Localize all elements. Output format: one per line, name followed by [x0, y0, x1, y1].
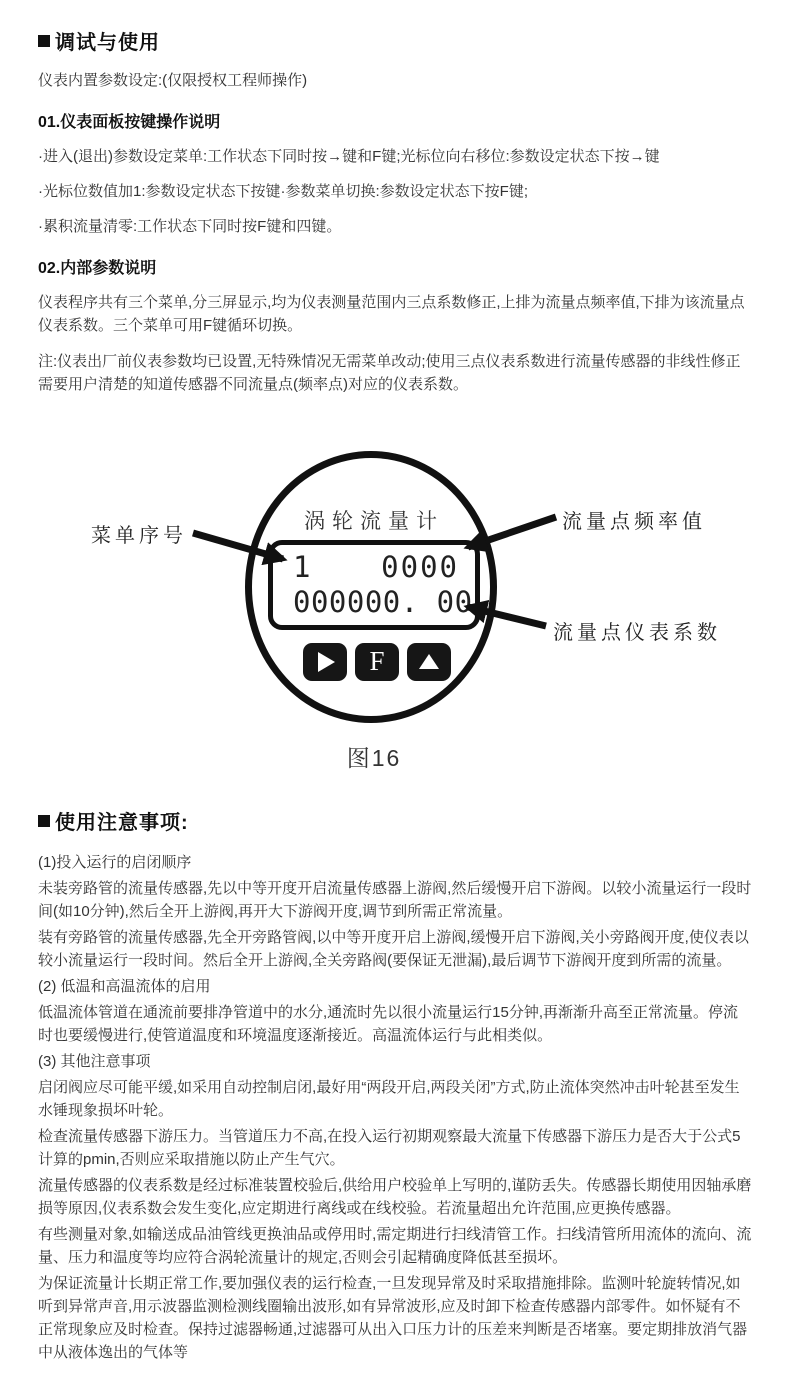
bullet-line: ·进入(退出)参数设定菜单:工作状态下同时按→键和F键;光标位向右移位:参数设定状态下按→键	[38, 148, 660, 165]
section-square-bullet-icon	[38, 815, 50, 827]
label-meter-coefficient: 流量点仪表系数	[553, 622, 721, 644]
note-paragraph: 未装旁路管的流量传感器,先以中等开度开启流量传感器上游阀,然后缓慢开启下游阀。以较小流量运行一段时间(如10分钟),然后全开上游阀,再开大下游阀开度,调节到所需正常流量。	[38, 880, 752, 920]
note-paragraph: (3) 其他注意事项	[38, 1053, 151, 1070]
params-note-paragraph: 注:仪表出厂前仪表参数均已设置,无特殊情况无需菜单改动;使用三点仪表系数进行流量传感器的非线性修正需要用户清楚的知道传感器不同流量点(频率点)对应的仪表系数。	[38, 353, 741, 393]
display-frequency-value: 0000	[381, 550, 459, 584]
note-paragraph: 低温流体管道在通流前要排净管道中的水分,通流时先以很小流量运行15分钟,再渐渐升高至正常流量。停流时也要缓慢进行,使管道温度和环境温度逐渐接近。高温流体运行与此相类似。	[38, 1004, 739, 1044]
note-paragraph: 为保证流量计长期正常工作,要加强仪表的运行检查,一旦发现异常及时采取措施排除。监测叶轮旋转情况,如听到异常声音,用示波器监测检测线圈输出波形,如有异常波形,应及时卸下检查传感器内部零件。如怀疑有不正常现象应及时检查。保持过滤器畅通,过滤器可从出入口压力计的压差来判断是否堵塞。要定期排放消气器中从液体逸出的气体等	[38, 1275, 748, 1361]
section-square-bullet-icon	[38, 35, 50, 47]
arrow-menu-index	[193, 533, 283, 559]
device-title: 涡轮流量计	[304, 510, 444, 533]
figure-16	[0, 435, 721, 785]
label-menu-index: 菜单序号	[91, 525, 187, 547]
note-paragraph: 有些测量对象,如输送成品油管线更换油品或停用时,需定期进行扫线清管工作。扫线清管所用流体的流向、流量、压力和温度等均应符合涡轮流量计的规定,否则会引起精确度降低甚至损坏。	[38, 1226, 752, 1266]
note-paragraph: 流量传感器的仪表系数是经过标准装置校验后,供给用户校验单上写明的,谨防丢失。传感器长期使用因轴承磨损等原因,仪表系数会发生变化,应定期进行离线或在线校验。若流量超出允许范围,应更换传感器。	[38, 1177, 752, 1217]
annotation-arrows	[0, 435, 714, 785]
figure-caption: 图16	[346, 745, 402, 771]
section-title-usage-notes	[38, 806, 752, 835]
key-operation-bullets	[38, 145, 752, 238]
note-paragraph: 检查流量传感器下游压力。当管道压力不高,在投入运行初期观察最大流量下传感器下游压力是否大于公式5计算的pmin,否则应采取措施以防止产生气穴。	[38, 1128, 741, 1168]
intro-line: 仪表内置参数设定:(仅限授权工程师操作)	[38, 72, 308, 89]
params-paragraph: 仪表程序共有三个菜单,分三屏显示,均为仪表测量范围内三点系数修正,上排为流量点频率值,下排为该流量点仪表系数。三个菜单可用F键循环切换。	[38, 294, 745, 334]
bullet-line: ·累积流量清零:工作状态下同时按F键和四键。	[38, 218, 342, 235]
arrow-frequency-value	[468, 517, 556, 547]
f-key: F	[355, 643, 399, 681]
note-paragraph: 启闭阀应尽可能平缓,如采用自动控制启闭,最好用“两段开启,两段关闭”方式,防止流体突然冲击叶轮甚至发生水锤现象损坏叶轮。	[38, 1079, 740, 1119]
display-coefficient-value: 000000. 00	[293, 585, 473, 619]
label-frequency-value: 流量点频率值	[562, 511, 706, 533]
note-paragraph: (2) 低温和高温流体的启用	[38, 978, 211, 995]
section-title-text: 使用注意事项:	[55, 812, 189, 834]
subheading-internal-params: 02.内部参数说明	[38, 260, 157, 277]
display-menu-index: 1	[293, 550, 313, 584]
note-paragraph: (1)投入运行的启闭顺序	[38, 854, 192, 871]
usage-notes	[38, 851, 752, 1364]
note-paragraph: 装有旁路管的流量传感器,先全开旁路管阀,以中等开度开启上游阀,缓慢开启下游阀,关小旁路阀开度,使仪表以较小流量运行一段时间。然后全开上游阀,全关旁路阀(要保证无泄漏),最后调节下游阀开度到所需的流量。	[38, 929, 749, 969]
section-title-debug-and-use	[38, 26, 752, 55]
bullet-line: ·光标位数值加1:参数设定状态下按键·参数菜单切换:参数设定状态下按F键;	[38, 183, 529, 200]
arrow-meter-coefficient	[468, 607, 546, 626]
section-title-text: 调试与使用	[55, 32, 160, 54]
subheading-panel-keys: 01.仪表面板按键操作说明	[38, 114, 221, 131]
